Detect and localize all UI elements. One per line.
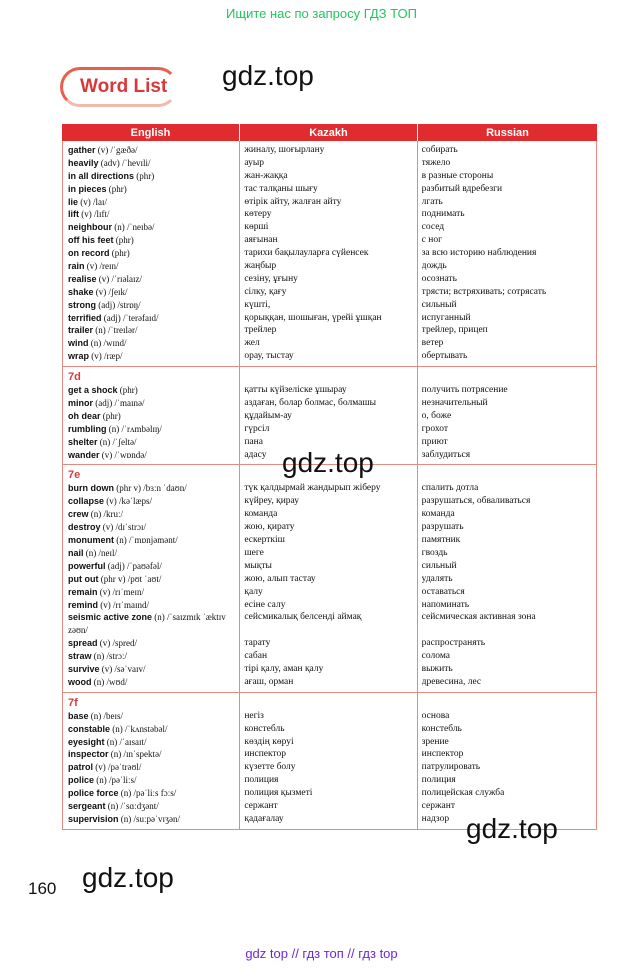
- entry-english: [68, 508, 235, 521]
- entry-english: [68, 663, 235, 676]
- part-of-speech-pronunciation: (phr): [113, 235, 134, 246]
- part-of-speech-pronunciation: (adj) /ˈterəfaɪd/: [101, 312, 159, 323]
- part-of-speech-pronunciation: (n) /pəˈliːs fɔːs/: [118, 788, 177, 799]
- entry-english: [68, 286, 235, 299]
- entry-kazakh: сейсмикалық белсенді аймақ: [244, 612, 362, 623]
- entry-kazakh: жаңбыр: [244, 261, 277, 272]
- entry-russian: спалить дотла: [421, 483, 479, 494]
- part-of-speech-pronunciation: (v) /pəˈtrəʊl/: [93, 762, 142, 773]
- entry-kazakh: трейлер: [244, 325, 277, 336]
- entry-english: [68, 813, 235, 826]
- entry-english: [68, 723, 235, 736]
- headword: wander: [68, 449, 100, 460]
- entry-kazakh: сезіну, ұғыну: [244, 273, 298, 284]
- part-of-speech-pronunciation: (n) /wʊd/: [91, 676, 128, 687]
- headword: on record: [68, 248, 110, 259]
- entry-russian: ветер: [421, 338, 444, 349]
- entry-russian: поднимать: [421, 209, 465, 220]
- entry-russian: сержант: [421, 800, 455, 811]
- entry-kazakh: констебль: [244, 723, 285, 734]
- entry-russian: патрулировать: [421, 762, 481, 773]
- headword: shake: [68, 286, 94, 297]
- part-of-speech-pronunciation: (n) /ˈmɒnjəmənt/: [114, 535, 178, 546]
- entry-russian: распространять: [421, 638, 486, 649]
- part-of-speech-pronunciation: (adj) /ˈmaɪnə/: [93, 398, 145, 409]
- entry-english: [68, 312, 235, 325]
- entry-kazakh: полиция: [244, 775, 279, 786]
- part-of-speech-pronunciation: (n) /ˈrʌmbəlɪŋ/: [106, 423, 162, 434]
- entry-russian: сильный: [421, 560, 457, 571]
- entry-russian: основа: [421, 710, 450, 721]
- headword: constable: [68, 723, 111, 734]
- headword: monument: [68, 535, 114, 546]
- entry-russian: заблудиться: [421, 449, 471, 460]
- entry-english: [68, 774, 235, 787]
- entry-english: [68, 449, 235, 462]
- entry-kazakh: қатты күйзеліске ұшырау: [244, 385, 347, 396]
- entry-english: [68, 221, 235, 234]
- entry-russian: констебль: [421, 723, 462, 734]
- column-russian: [418, 465, 596, 691]
- entry-russian: памятник: [421, 535, 461, 546]
- headword: rain: [68, 261, 85, 272]
- entry-kazakh: қадағалау: [244, 813, 284, 824]
- entry-russian: собирать: [421, 145, 458, 155]
- headword: eyesight: [68, 736, 105, 747]
- entry-english: [68, 521, 235, 534]
- part-of-speech-pronunciation: (n) /pəˈliːs/: [94, 775, 137, 786]
- entry-russian: трясти; встряхивать; сотрясать: [421, 286, 547, 297]
- part-of-speech-pronunciation: (phr v) /pʊt ˈaʊt/: [98, 573, 162, 584]
- column-english: [63, 693, 240, 829]
- entry-kazakh: күйреу, қирау: [244, 496, 300, 507]
- headword: destroy: [68, 522, 101, 533]
- section-spacer: [244, 370, 412, 384]
- entry-kazakh: қалу: [244, 586, 263, 597]
- headword: supervision: [68, 813, 119, 824]
- entry-english: [68, 748, 235, 761]
- headword: base: [68, 710, 89, 721]
- entry-kazakh: тарихи бақылауларға сүйенсек: [244, 248, 369, 259]
- column-kazakh: [240, 693, 417, 829]
- entry-kazakh: жел: [244, 338, 260, 349]
- column-russian: [418, 693, 596, 829]
- entry-english: [68, 397, 235, 410]
- entry-kazakh: адасу: [244, 449, 267, 460]
- entry-kazakh: тірі қалу, аман қалу: [244, 663, 324, 674]
- headword: trailer: [68, 325, 94, 336]
- entry-english: [68, 273, 235, 286]
- entry-russian: получить потрясение: [421, 385, 508, 396]
- column-english: [63, 367, 240, 464]
- entry-russian: напоминать: [421, 599, 470, 610]
- entry-russian: дождь: [421, 261, 447, 272]
- entry-kazakh: ескерткіш: [244, 535, 285, 546]
- entry-english: [68, 547, 235, 560]
- part-of-speech-pronunciation: (n) /ˈkʌnstəbəl/: [110, 723, 168, 734]
- part-of-speech-pronunciation: (n) /neɪl/: [83, 547, 118, 558]
- top-banner: Ищите нас по запросу ГДЗ ТОП: [226, 6, 417, 21]
- section-title: 7d: [68, 371, 81, 384]
- part-of-speech-pronunciation: (adv) /ˈhevɪli/: [98, 157, 151, 168]
- headword: strong: [68, 299, 96, 310]
- part-of-speech-pronunciation: (n) /ˈʃeltə/: [97, 436, 137, 447]
- column-kazakh: [240, 141, 417, 366]
- entry-english: [68, 423, 235, 436]
- entry-kazakh: есіне салу: [244, 599, 286, 610]
- entry-english: [68, 299, 235, 312]
- entry-kazakh: шеге: [244, 547, 264, 558]
- headword: off his feet: [68, 235, 114, 246]
- entry-english: [68, 208, 235, 221]
- entry-kazakh: көздің көруі: [244, 736, 294, 747]
- entry-english: [68, 710, 235, 723]
- entry-english: [68, 196, 235, 209]
- entry-kazakh: жою, қирату: [244, 522, 295, 533]
- entry-kazakh: жою, алып тастау: [244, 573, 316, 584]
- part-of-speech-pronunciation: (v) /spred/: [97, 638, 138, 649]
- part-of-speech-pronunciation: (adj) /strɒŋ/: [96, 299, 141, 310]
- part-of-speech-pronunciation: (phr): [106, 183, 127, 194]
- entry-russian: лгать: [421, 196, 443, 207]
- headword: rumbling: [68, 423, 107, 434]
- headword: burn down: [68, 483, 114, 494]
- headword: remind: [68, 599, 99, 610]
- entry-russian: инспектор: [421, 749, 464, 760]
- entry-english: [68, 170, 235, 183]
- entry-russian: о, боже: [421, 410, 452, 421]
- part-of-speech-pronunciation: (v) /reɪn/: [84, 261, 119, 272]
- headword: terrified: [68, 312, 102, 323]
- part-of-speech-pronunciation: (phr): [109, 248, 130, 259]
- watermark: gdz.top: [466, 813, 558, 844]
- part-of-speech-pronunciation: (phr): [100, 410, 121, 421]
- entry-kazakh: аяғынан: [244, 235, 278, 246]
- entry-english: [68, 573, 235, 586]
- entry-english: [68, 324, 235, 337]
- entry-english: [68, 736, 235, 749]
- entry-russian: незначительный: [421, 398, 488, 409]
- entry-kazakh: қорыққан, шошыған, үрейі ұшқан: [244, 312, 382, 323]
- headword: seismic active zone: [68, 612, 153, 623]
- entry-kazakh: тарату: [244, 638, 271, 649]
- entry-russian: оставаться: [421, 586, 465, 597]
- entry-english: [68, 410, 235, 423]
- entry-russian: тяжело: [421, 157, 451, 168]
- entry-kazakh: жан-жаққа: [244, 170, 288, 181]
- entry-kazakh: ауыр: [244, 157, 264, 168]
- part-of-speech-pronunciation: (phr): [117, 385, 138, 396]
- headword: spread: [68, 638, 98, 649]
- watermark: gdz.top: [82, 862, 174, 893]
- entry-english: [68, 599, 235, 612]
- entry-kazakh: көрші: [244, 222, 269, 233]
- entry-english: [68, 260, 235, 273]
- footer-links: gdz top // гдз топ // гдз top: [245, 946, 398, 961]
- entry-russian: за всю историю наблюдения: [421, 248, 537, 259]
- entry-russian: разрушаться, обваливаться: [421, 496, 531, 507]
- table-header: [62, 124, 597, 141]
- headword: neighbour: [68, 222, 112, 233]
- part-of-speech-pronunciation: (v) /ˈrɪəlaɪz/: [96, 273, 143, 284]
- entry-russian: команда: [421, 509, 455, 520]
- entry-english: [68, 234, 235, 247]
- entry-english: [68, 761, 235, 774]
- entry-russian: грохот: [421, 423, 448, 434]
- part-of-speech-pronunciation: (v) /ˈwɒndə/: [99, 449, 147, 460]
- entry-russian: обертывать: [421, 351, 468, 362]
- entry-english: [68, 384, 235, 397]
- entry-russian: с ног: [421, 235, 442, 246]
- entry-russian: гвоздь: [421, 547, 448, 558]
- part-of-speech-pronunciation: (n) /ɪnˈspektə/: [108, 749, 162, 760]
- headword: remain: [68, 586, 98, 597]
- entry-kazakh: полиция қызметі: [244, 788, 313, 799]
- headword: lift: [68, 209, 79, 220]
- entry-english: [68, 144, 235, 157]
- part-of-speech-pronunciation: (n) /ˈsaɪzmɪk ˈæktɪv zəʊn/: [68, 612, 226, 636]
- entry-english: [68, 787, 235, 800]
- entry-english: [68, 560, 235, 573]
- part-of-speech-pronunciation: (n) /kruː/: [88, 509, 124, 520]
- headword: survive: [68, 663, 100, 674]
- entry-kazakh: құдайым-ау: [244, 410, 292, 421]
- word-list-title: Word List: [80, 76, 168, 97]
- part-of-speech-pronunciation: (n) /ˈtreɪlər/: [93, 325, 138, 336]
- header-kazakh: Kazakh: [240, 124, 418, 141]
- entry-english: [68, 495, 235, 508]
- entry-russian: испуганный: [421, 312, 471, 323]
- entry-english: [68, 800, 235, 813]
- entry-russian: в разные стороны: [421, 170, 494, 181]
- entry-kazakh: ағаш, орман: [244, 676, 294, 687]
- headword: realise: [68, 273, 97, 284]
- part-of-speech-pronunciation: (n) /wɪnd/: [88, 338, 127, 349]
- entry-kazakh: негіз: [244, 710, 264, 721]
- entry-kazakh: түк қалдырмай жандырып жіберу: [244, 483, 381, 494]
- entry-kazakh: мықты: [244, 560, 272, 571]
- headword: oh dear: [68, 410, 101, 421]
- entry-kazakh: сержант: [244, 800, 278, 811]
- entry-english: [68, 350, 235, 363]
- headword: put out: [68, 573, 99, 584]
- entry-russian: сосед: [421, 222, 445, 233]
- entry-russian: удалять: [421, 573, 453, 584]
- watermark: gdz.top: [282, 447, 374, 478]
- entry-english: [68, 157, 235, 170]
- entry-kazakh: пана: [244, 436, 263, 447]
- entry-kazakh: сабан: [244, 651, 268, 662]
- column-english: [63, 465, 240, 691]
- headword: wind: [68, 338, 89, 349]
- part-of-speech-pronunciation: (v) /səˈvaɪv/: [99, 663, 146, 674]
- column-russian: [418, 141, 596, 366]
- entry-kazakh: күзетте болу: [244, 762, 296, 773]
- headword: nail: [68, 547, 84, 558]
- headword: wood: [68, 676, 92, 687]
- part-of-speech-pronunciation: (v) /dɪˈstrɔɪ/: [100, 522, 147, 533]
- headword: get a shock: [68, 385, 118, 396]
- part-of-speech-pronunciation: (v) /rɪˈmeɪn/: [97, 586, 145, 597]
- entry-english: [68, 482, 235, 495]
- entry-english: [68, 637, 235, 650]
- entry-kazakh: күшті,: [244, 299, 271, 310]
- part-of-speech-pronunciation: (n) /beɪs/: [88, 710, 124, 721]
- entry-russian: зрение: [421, 736, 449, 747]
- headword: sergeant: [68, 800, 106, 811]
- entry-russian: сильный: [421, 299, 457, 310]
- column-kazakh: [240, 465, 417, 691]
- entry-english: [68, 183, 235, 196]
- entry-english: [68, 337, 235, 350]
- entry-kazakh: жиналу, шоғырлану: [244, 145, 325, 155]
- header-russian: Russian: [486, 126, 529, 139]
- entry-kazakh: тас талқаны шығу: [244, 183, 318, 194]
- part-of-speech-pronunciation: (v) /ˈgæðə/: [95, 145, 138, 155]
- entry-russian: трейлер, прицеп: [421, 325, 488, 336]
- entry-english: [68, 676, 235, 689]
- entry-russian: выжить: [421, 663, 453, 674]
- part-of-speech-pronunciation: (v) /ʃeɪk/: [93, 286, 128, 297]
- part-of-speech-pronunciation: (v) /lɪft/: [79, 209, 110, 220]
- headword: in pieces: [68, 183, 107, 194]
- part-of-speech-pronunciation: (n) /ˈsɑːdʒənt/: [105, 800, 159, 811]
- part-of-speech-pronunciation: (adj) /ˈpaʊəfəl/: [105, 560, 162, 571]
- section-spacer: [422, 370, 592, 384]
- entry-kazakh: аздаған, болар болмас, болмашы: [244, 398, 377, 409]
- entry-kazakh: инспектор: [244, 749, 287, 760]
- entry-russian: полицейская служба: [421, 788, 505, 799]
- headword: shelter: [68, 436, 98, 447]
- part-of-speech-pronunciation: (v) /laɪ/: [78, 196, 108, 207]
- page-number: 160: [28, 879, 57, 898]
- table-section: [62, 465, 597, 692]
- headword: minor: [68, 398, 94, 409]
- headword: lie: [68, 196, 79, 207]
- headword: in all directions: [68, 170, 135, 181]
- table-body: [62, 141, 597, 830]
- headword: heavily: [68, 157, 99, 168]
- part-of-speech-pronunciation: (v) /rɪˈmaɪnd/: [98, 599, 150, 610]
- entry-english: [68, 611, 235, 637]
- part-of-speech-pronunciation: (phr): [134, 170, 155, 181]
- entry-kazakh: көтеру: [244, 209, 272, 220]
- entry-kazakh: гүрсіл: [244, 423, 270, 434]
- entry-russian: древесина, лес: [421, 676, 482, 687]
- headword: wrap: [68, 351, 90, 362]
- entry-kazakh: орау, тыстау: [244, 351, 294, 362]
- section-title: 7e: [68, 469, 81, 482]
- entry-russian: разрушать: [421, 522, 464, 533]
- part-of-speech-pronunciation: (n) /suːpəˈvɪʒən/: [118, 813, 180, 824]
- entry-english: [68, 534, 235, 547]
- part-of-speech-pronunciation: (n) /ˈaɪsaɪt/: [104, 736, 147, 747]
- entry-kazakh: команда: [244, 509, 278, 520]
- headword: gather: [68, 145, 96, 155]
- table-section: [62, 693, 597, 830]
- header-english: English: [62, 124, 240, 141]
- entry-english: [68, 650, 235, 663]
- headword: police force: [68, 788, 119, 799]
- entry-kazakh: сілку, қағу: [244, 286, 287, 297]
- entry-russian: надзор: [421, 813, 450, 824]
- headword: straw: [68, 651, 92, 662]
- headword: patrol: [68, 762, 94, 773]
- section-spacer: [422, 468, 592, 482]
- section-spacer: [244, 696, 412, 710]
- part-of-speech-pronunciation: (phr v) /bɜːn ˈdaʊn/: [114, 483, 187, 494]
- entry-russian: солома: [421, 651, 450, 662]
- entry-russian: полиция: [421, 775, 456, 786]
- headword: police: [68, 775, 95, 786]
- section-spacer: [422, 696, 592, 710]
- entry-english: [68, 436, 235, 449]
- headword: powerful: [68, 560, 106, 571]
- entry-english: [68, 247, 235, 260]
- watermark: gdz.top: [222, 60, 314, 91]
- entry-russian: сейсмическая активная зона: [421, 612, 536, 623]
- entry-kazakh: өтірік айту, жалған айту: [244, 196, 342, 207]
- section-title: 7f: [68, 696, 78, 709]
- entry-russian: осознать: [421, 273, 457, 284]
- entry-russian: разбитый вдребезги: [421, 183, 503, 194]
- column-russian: [418, 367, 596, 464]
- headword: collapse: [68, 496, 105, 507]
- part-of-speech-pronunciation: (v) /kəˈlæps/: [104, 496, 153, 507]
- headword: crew: [68, 509, 89, 520]
- part-of-speech-pronunciation: (n) /ˈneɪbə/: [112, 222, 155, 233]
- part-of-speech-pronunciation: (v) /ræp/: [89, 351, 123, 362]
- column-english: [63, 141, 240, 366]
- headword: inspector: [68, 749, 109, 760]
- entry-russian: приют: [421, 436, 448, 447]
- table-section: [62, 141, 597, 367]
- entry-english: [68, 586, 235, 599]
- part-of-speech-pronunciation: (n) /strɔː/: [91, 651, 128, 662]
